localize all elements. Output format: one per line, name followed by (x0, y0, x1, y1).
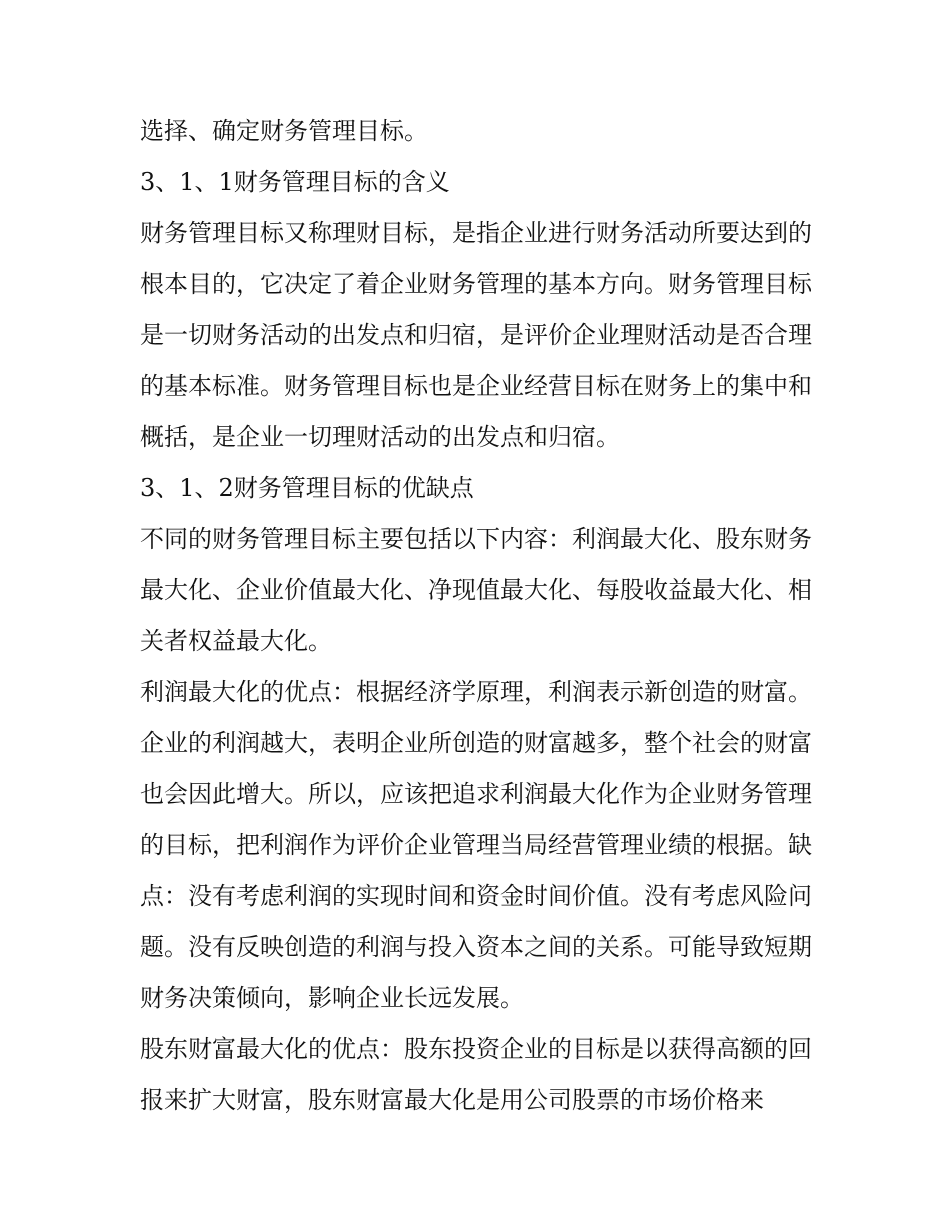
paragraph-goal-types: 不同的财务管理目标主要包括以下内容：利润最大化、股东财务最大化、企业价值最大化、净现值最大化、每股收益最大化、相关者权益最大化。 (140, 525, 812, 655)
document-body (140, 106, 812, 1126)
paragraph-profit-maximization: 利润最大化的优点：根据经济学原理，利润表示新创造的财富。企业的利润越大，表明企业所创造的财富越多，整个社会的财富也会因此增大。所以，应该把追求利润最大化作为企业财务管理的目标，把利润作为评价企业管理当局经营管理业绩的根据。缺点：没有考虑利润的实现时间和资金时间价值。没有考虑风险问题。没有反映创造的利润与投入资本之间的关系。可能导致短期财务决策倾向，影响企业长远发展。 (140, 678, 812, 1012)
section-heading-3-1-2: 3、1、2财务管理目标的优缺点 (140, 474, 474, 502)
paragraph-intro-tail: 选择、确定财务管理目标。 (140, 117, 428, 145)
paragraph-shareholder-wealth: 股东财富最大化的优点：股东投资企业的目标是以获得高额的回报来扩大财富，股东财富最大化是用公司股票的市场价格来 (140, 1035, 812, 1114)
paragraph-definition: 财务管理目标又称理财目标，是指企业进行财务活动所要达到的根本目的，它决定了着企业财务管理的基本方向。财务管理目标是一切财务活动的出发点和归宿，是评价企业理财活动是否合理的基本标准。财务管理目标也是企业经营目标在财务上的集中和概括，是企业一切理财活动的出发点和归宿。 (140, 219, 812, 451)
section-heading-3-1-1: 3、1、1财务管理目标的含义 (140, 168, 450, 196)
